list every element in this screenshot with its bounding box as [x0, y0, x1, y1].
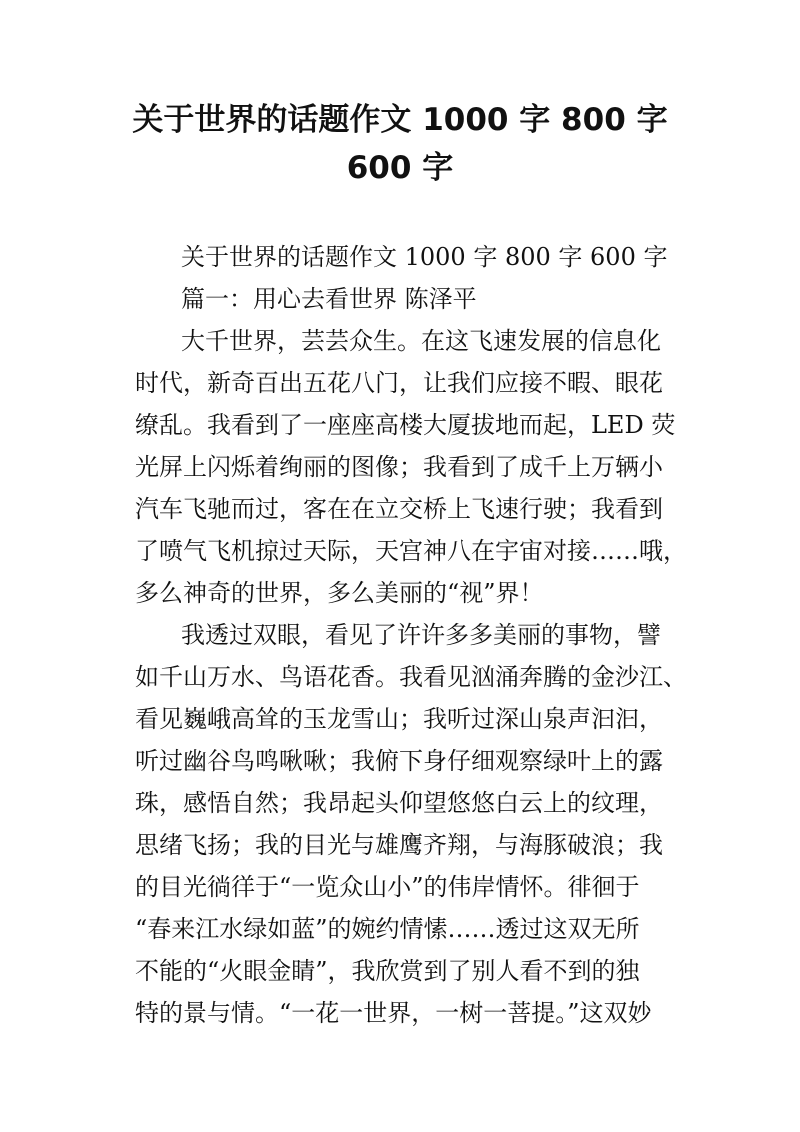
text-line: 的目光徜徉于“一览众山小”的伟岸情怀。徘徊于 [135, 873, 640, 901]
text-line: 思绪飞扬；我的目光与雄鹰齐翔，与海豚破浪；我 [135, 831, 663, 859]
text-line: 光屏上闪烁着绚丽的图像；我看到了成千上万辆小 [135, 453, 663, 481]
title-line-1: 关于世界的话题作文 1000 字 800 字 [132, 102, 668, 138]
text-line: 不能的“火眼金睛”，我欣赏到了别人看不到的独 [135, 957, 640, 985]
text-line: 大千世界，芸芸众生。在这飞速发展的信息化 [181, 327, 661, 355]
text-line: 篇一：用心去看世界 陈泽平 [181, 285, 477, 313]
text-line: 汽车飞驰而过，客在在立交桥上飞速行驶；我看到 [135, 495, 663, 523]
text-line: “春来江水绿如蓝”的婉约情愫……透过这双无所 [135, 915, 640, 943]
text-line: 如千山万水、鸟语花香。我看见汹涌奔腾的金沙江、 [135, 663, 687, 691]
text-line: 关于世界的话题作文 1000 字 800 字 600 字 [181, 243, 668, 271]
text-line: 看见巍峨高耸的玉龙雪山；我听过深山泉声汩汩， [135, 705, 663, 733]
document-body [135, 236, 687, 1034]
text-line: 特的景与情。“一花一世界，一树一菩提。”这双妙 [135, 999, 652, 1027]
text-line: 听过幽谷鸟鸣啾啾；我俯下身仔细观察绿叶上的露 [135, 747, 663, 775]
document-title [100, 96, 700, 192]
text-line: 我透过双眼，看见了许许多多美丽的事物，譬 [181, 621, 661, 649]
text-line: 时代，新奇百出五花八门，让我们应接不暇、眼花 [135, 369, 663, 397]
text-line: 多么神奇的世界，多么美丽的“视”界！ [135, 579, 544, 607]
text-line: 了喷气飞机掠过天际，天宫神八在宇宙对接……哦， [135, 537, 687, 565]
text-line: 缭乱。我看到了一座座高楼大厦拔地而起，LED 荧 [135, 411, 676, 439]
title-line-2: 600 字 [346, 150, 454, 186]
text-line: 珠，感悟自然；我昂起头仰望悠悠白云上的纹理， [135, 789, 663, 817]
